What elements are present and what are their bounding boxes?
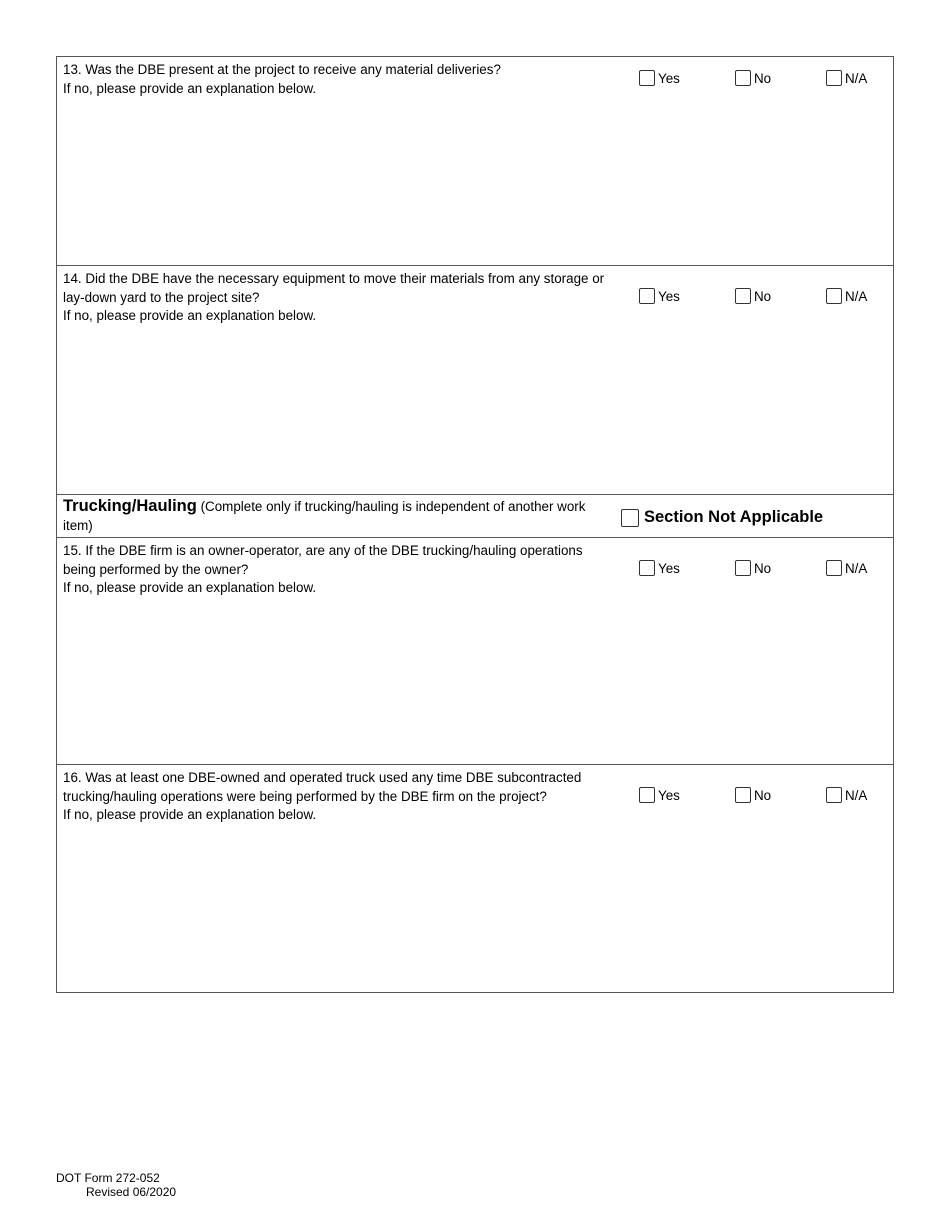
question-13-options (639, 70, 889, 90)
question-14-text: 14. Did the DBE have the necessary equipment to move their materials from any storage or lay-down yard to the project site? If no, please provide an explanation below. (63, 271, 605, 323)
checkbox-icon[interactable] (826, 787, 842, 803)
question-16-row (57, 764, 893, 992)
question-13-text: 13. Was the DBE present at the project to receive any material deliveries? If no, please provide an explanation below. (63, 62, 501, 96)
checkbox-icon[interactable] (826, 70, 842, 86)
checkbox-icon[interactable] (735, 560, 751, 576)
checkbox-icon[interactable] (735, 288, 751, 304)
question-15-options (639, 560, 889, 580)
section-note: (Complete only if trucking/hauling is independent of another work item) (63, 499, 586, 533)
checkbox-icon[interactable] (639, 560, 655, 576)
checkbox-icon[interactable] (735, 787, 751, 803)
checkbox-icon[interactable] (735, 70, 751, 86)
question-16-na[interactable]: N/A (826, 787, 867, 803)
section-not-applicable[interactable]: Section Not Applicable (621, 508, 823, 527)
checkbox-icon[interactable] (639, 70, 655, 86)
revision-date: Revised 06/2020 (86, 1185, 177, 1199)
form-footer (56, 1171, 176, 1199)
question-13-yes[interactable]: Yes (639, 70, 680, 86)
question-13-no[interactable]: No (735, 70, 771, 86)
checkbox-icon[interactable] (826, 288, 842, 304)
question-14-no[interactable]: No (735, 288, 771, 304)
question-15-text: 15. If the DBE firm is an owner-operator, are any of the DBE trucking/hauling operations being performed by the owner? If no, please provide an explanation below. (63, 543, 583, 595)
question-16-no[interactable]: No (735, 787, 771, 803)
question-15-row (57, 537, 893, 764)
question-14-options (639, 288, 889, 308)
question-14-row (57, 265, 893, 494)
question-16-text: 16. Was at least one DBE-owned and operated truck used any time DBE subcontracted trucking/hauling operations were being performed by the DBE firm on the project? If no, please provide an explanation below. (63, 770, 582, 822)
question-14-yes[interactable]: Yes (639, 288, 680, 304)
checkbox-icon[interactable] (826, 560, 842, 576)
section-header-row (57, 494, 893, 537)
question-14-na[interactable]: N/A (826, 288, 867, 304)
question-13-na[interactable]: N/A (826, 70, 867, 86)
checkbox-icon[interactable] (639, 288, 655, 304)
form-number: DOT Form 272-052 (56, 1171, 160, 1185)
question-15-na[interactable]: N/A (826, 560, 867, 576)
question-15-no[interactable]: No (735, 560, 771, 576)
question-13-row (57, 57, 893, 265)
form-table (56, 56, 894, 993)
checkbox-icon[interactable] (639, 787, 655, 803)
checkbox-icon[interactable] (621, 509, 639, 527)
question-16-yes[interactable]: Yes (639, 787, 680, 803)
section-header (63, 497, 615, 535)
question-15-yes[interactable]: Yes (639, 560, 680, 576)
question-16-options (639, 787, 889, 807)
section-title: Trucking/Hauling (63, 497, 197, 515)
